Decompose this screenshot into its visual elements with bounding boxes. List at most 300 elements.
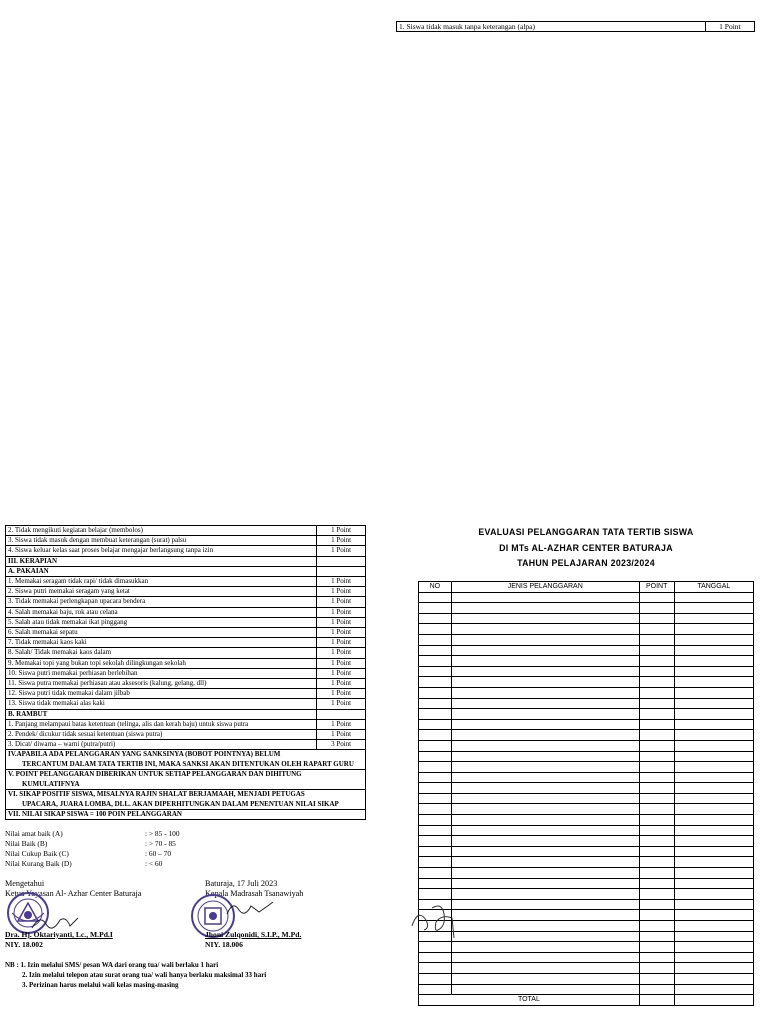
header-point: POINT — [639, 582, 674, 593]
evaluation-row — [419, 719, 754, 730]
sig-left-line1: Mengetahui — [5, 879, 45, 888]
tanggal-cell[interactable] — [674, 677, 753, 688]
evaluation-row — [419, 709, 754, 720]
grade-label: Nilai Baik (B) — [5, 839, 48, 848]
jenis-cell[interactable] — [451, 952, 639, 963]
no-cell[interactable] — [419, 825, 452, 836]
tanggal-cell[interactable] — [674, 899, 753, 910]
rule-row — [6, 770, 366, 790]
violation-text: 9. Memakai topi yang bukan topi sekolah dilingkungan sekolah — [6, 658, 317, 668]
tanggal-cell[interactable] — [674, 825, 753, 836]
evaluation-row — [419, 624, 754, 635]
violation-point: 1 Point — [317, 536, 366, 546]
evaluation-row — [419, 772, 754, 783]
note-2: 2. Izin melalui telepon atau surat orang tua/ wali hanya berlaku maksimal 33 hari — [22, 971, 267, 979]
no-cell[interactable] — [419, 963, 452, 974]
sig-right-name: Jhoni Zulqonidi, S.I.P., M.Pd. — [205, 930, 302, 939]
evaluation-row — [419, 984, 754, 995]
rule-text-first: V. POINT PELANGGARAN DIBERIKAN UNTUK SETIAP PELANGGARAN DAN DIHITUNG — [8, 770, 302, 779]
jenis-cell[interactable] — [451, 899, 639, 910]
violation-text: 6. Salah memakai sepatu — [6, 628, 317, 638]
rule-text — [6, 750, 366, 770]
table-row — [6, 628, 366, 638]
grade-label: Nilai Cukup Baik (C) — [5, 849, 69, 858]
jenis-cell[interactable] — [451, 984, 639, 995]
tanggal-cell[interactable] — [674, 910, 753, 921]
point-cell[interactable] — [639, 921, 674, 932]
point-cell[interactable] — [639, 603, 674, 614]
point-cell[interactable] — [639, 910, 674, 921]
evaluation-row — [419, 910, 754, 921]
violation-point: 1 Point — [317, 526, 366, 536]
evaluation-row — [419, 730, 754, 741]
rule-text — [6, 809, 366, 819]
sig-left-line2: Ketua Yayasan Al- Azhar Center Baturaja — [5, 889, 142, 898]
violation-point: 1 Point — [317, 648, 366, 658]
tanggal-cell[interactable] — [674, 942, 753, 953]
grade-range: : > 85 - 100 — [145, 829, 180, 838]
tanggal-cell[interactable] — [674, 889, 753, 900]
violation-text: 4. Salah memakai baju, rok atau celana — [6, 607, 317, 617]
point-cell[interactable] — [639, 613, 674, 624]
tanggal-cell[interactable] — [674, 973, 753, 984]
evaluation-row — [419, 687, 754, 698]
point-cell[interactable] — [639, 592, 674, 603]
rule-row — [6, 750, 366, 770]
no-cell[interactable] — [419, 889, 452, 900]
evaluation-row — [419, 613, 754, 624]
violation-text: 5. Salah atau tidak memakai ikat pinggang — [6, 617, 317, 627]
grade-scale — [5, 829, 180, 869]
point-cell[interactable] — [639, 740, 674, 751]
tanggal-cell[interactable] — [674, 772, 753, 783]
sig-right-niy: NIY. 18.006 — [205, 940, 243, 949]
no-cell[interactable] — [419, 836, 452, 847]
violation-text: 2. Tidak mengikuti kegiatan belajar (membolos) — [6, 526, 317, 536]
jenis-cell[interactable] — [451, 889, 639, 900]
tanggal-cell[interactable] — [674, 963, 753, 974]
tanggal-cell[interactable] — [674, 603, 753, 614]
evaluation-row — [419, 783, 754, 794]
violation-point: 1 Point — [317, 679, 366, 689]
jenis-cell[interactable] — [451, 603, 639, 614]
table-row — [6, 679, 366, 689]
point-cell[interactable] — [639, 762, 674, 773]
sig-left-name: Dra. Hj. Oktariyanti, Lc., M.Pd.I — [5, 930, 113, 939]
evaluation-row — [419, 751, 754, 762]
evaluation-row — [419, 952, 754, 963]
grade-label: Nilai amat baik (A) — [5, 829, 63, 838]
violation-text: 3. Siswa tidak masuk dengan membuat keterangan (surat) palsu — [6, 536, 317, 546]
jenis-cell[interactable] — [451, 730, 639, 741]
jenis-cell[interactable] — [451, 709, 639, 720]
evaluation-row — [419, 878, 754, 889]
no-cell[interactable] — [419, 656, 452, 667]
jenis-cell[interactable] — [451, 836, 639, 847]
tanggal-cell[interactable] — [674, 709, 753, 720]
jenis-cell[interactable] — [451, 687, 639, 698]
rule-row — [6, 809, 366, 819]
violation-point — [317, 566, 366, 576]
table-row — [6, 689, 366, 699]
jenis-cell[interactable] — [451, 740, 639, 751]
tanggal-cell[interactable] — [674, 836, 753, 847]
no-cell[interactable] — [419, 645, 452, 656]
no-cell[interactable] — [419, 613, 452, 624]
section-row — [6, 556, 366, 566]
no-cell[interactable] — [419, 687, 452, 698]
evaluation-row — [419, 762, 754, 773]
no-cell[interactable] — [419, 698, 452, 709]
top-strip-table — [396, 21, 755, 32]
table-row — [6, 587, 366, 597]
table-row — [6, 546, 366, 556]
no-cell[interactable] — [419, 624, 452, 635]
point-cell[interactable] — [639, 783, 674, 794]
jenis-cell[interactable] — [451, 815, 639, 826]
table-row — [6, 638, 366, 648]
tanggal-cell[interactable] — [674, 783, 753, 794]
table-row — [6, 740, 366, 750]
violation-text: 2. Pendek/ dicukur tidak sesuai ketentuan (siswa putra) — [6, 730, 317, 740]
jenis-cell[interactable] — [451, 793, 639, 804]
point-cell[interactable] — [639, 687, 674, 698]
tanggal-cell[interactable] — [674, 815, 753, 826]
evaluation-row — [419, 666, 754, 677]
tanggal-cell[interactable] — [674, 868, 753, 879]
evaluation-row — [419, 857, 754, 868]
no-cell[interactable] — [419, 751, 452, 762]
violation-text: 3. Dicat/ diwarna – warni (putra/putri) — [6, 740, 317, 750]
jenis-cell[interactable] — [451, 698, 639, 709]
violation-point: 1 Point — [317, 658, 366, 668]
point-cell[interactable] — [639, 931, 674, 942]
note-1: NB : 1. Izin melalui SMS/ pesan WA dari orang tua/ wali berlaku 1 hari — [5, 961, 219, 969]
no-cell[interactable] — [419, 857, 452, 868]
evaluation-row — [419, 825, 754, 836]
evaluation-row — [419, 868, 754, 879]
point-cell[interactable] — [639, 815, 674, 826]
jenis-cell[interactable] — [451, 592, 639, 603]
jenis-cell[interactable] — [451, 857, 639, 868]
note-3: 3. Perizinan harus melalui wali kelas masing-masing — [22, 981, 179, 989]
grade-range: : < 60 — [145, 859, 163, 868]
rule-text-rest: TERCANTUM DALAM TATA TERTIB INI, MAKA SANKSI AKAN DITENTUKAN OLEH RAPART GURU — [22, 759, 354, 768]
point-cell[interactable] — [639, 645, 674, 656]
rule-text — [6, 770, 366, 790]
evaluation-row — [419, 921, 754, 932]
evaluation-row — [419, 645, 754, 656]
table-row — [6, 730, 366, 740]
point-cell[interactable] — [639, 624, 674, 635]
rule-text-first: VII. NILAI SIKAP SISWA = 100 POIN PELANGGARAN — [8, 809, 182, 818]
violation-point: 1 Point — [317, 607, 366, 617]
violation-point: 1 Point — [317, 719, 366, 729]
violation-text: 8. Salah/ Tidak memakai kaos dalam — [6, 648, 317, 658]
violation-point: 1 Point — [317, 628, 366, 638]
evaluation-row — [419, 973, 754, 984]
no-cell[interactable] — [419, 603, 452, 614]
point-cell[interactable] — [639, 825, 674, 836]
no-cell[interactable] — [419, 666, 452, 677]
evaluation-row — [419, 804, 754, 815]
tanggal-cell[interactable] — [674, 751, 753, 762]
tanggal-cell[interactable] — [674, 740, 753, 751]
tanggal-cell[interactable] — [674, 730, 753, 741]
violation-text: 2. Siswa putri memakai seragam yang ketat — [6, 587, 317, 597]
tanggal-cell[interactable] — [674, 666, 753, 677]
evaluation-title-line3: TAHUN PELAJARAN 2023/2024 — [517, 558, 655, 568]
grade-range: : 60 – 70 — [145, 849, 172, 858]
grade-row-d — [5, 859, 180, 869]
evaluation-row — [419, 592, 754, 603]
table-row — [6, 658, 366, 668]
evaluation-title — [418, 525, 754, 572]
point-cell[interactable] — [639, 878, 674, 889]
tanggal-cell[interactable] — [674, 762, 753, 773]
point-cell[interactable] — [639, 656, 674, 667]
tanggal-cell[interactable] — [674, 793, 753, 804]
tanggal-cell[interactable] — [674, 687, 753, 698]
header-no: NO — [419, 582, 452, 593]
jenis-cell[interactable] — [451, 634, 639, 645]
violation-point: 1 Point — [317, 597, 366, 607]
violation-point: 1 Point — [317, 617, 366, 627]
evaluation-row — [419, 603, 754, 614]
grade-range: : > 70 - 85 — [145, 839, 176, 848]
table-row — [6, 526, 366, 536]
evaluation-row — [419, 836, 754, 847]
tanggal-cell[interactable] — [674, 984, 753, 995]
violation-point: 1 Point — [705, 22, 754, 32]
evaluation-row — [419, 698, 754, 709]
jenis-cell[interactable] — [451, 719, 639, 730]
violation-text: 1. Siswa tidak masuk tanpa keterangan (alpa) — [397, 22, 706, 32]
tanggal-cell[interactable] — [674, 846, 753, 857]
tanggal-cell[interactable] — [674, 634, 753, 645]
tanggal-cell[interactable] — [674, 878, 753, 889]
no-cell[interactable] — [419, 740, 452, 751]
violation-point: 1 Point — [317, 730, 366, 740]
evaluation-row — [419, 942, 754, 953]
point-cell[interactable] — [639, 719, 674, 730]
point-cell[interactable] — [639, 730, 674, 741]
point-cell[interactable] — [639, 952, 674, 963]
point-cell[interactable] — [639, 963, 674, 974]
tanggal-cell[interactable] — [674, 645, 753, 656]
section-row — [6, 709, 366, 719]
violation-text: 13. Siswa tidak memakai alas kaki — [6, 699, 317, 709]
header-tanggal: TANGGAL — [674, 582, 753, 593]
no-cell[interactable] — [419, 709, 452, 720]
point-cell[interactable] — [639, 889, 674, 900]
point-cell[interactable] — [639, 868, 674, 879]
jenis-cell[interactable] — [451, 825, 639, 836]
table-row — [6, 699, 366, 709]
violation-point: 1 Point — [317, 638, 366, 648]
no-cell[interactable] — [419, 846, 452, 857]
jenis-cell[interactable] — [451, 666, 639, 677]
evaluation-title-line1: EVALUASI PELANGGARAN TATA TERTIB SISWA — [478, 527, 694, 537]
grade-row-b — [5, 839, 180, 849]
sig-right-line2: Kepala Madrasah Tsanawiyah — [205, 889, 304, 898]
violation-text: B. RAMBUT — [6, 709, 317, 719]
no-cell[interactable] — [419, 868, 452, 879]
tanggal-cell[interactable] — [674, 857, 753, 868]
no-cell[interactable] — [419, 878, 452, 889]
rule-text-first: IV.APABILA ADA PELANGGARAN YANG SANKSINYA (BOBOT POINTNYA) BELUM — [8, 750, 281, 759]
tanggal-cell[interactable] — [674, 804, 753, 815]
evaluation-header-row — [419, 582, 754, 593]
notes-block — [5, 960, 266, 990]
jenis-cell[interactable] — [451, 868, 639, 879]
tanggal-cell[interactable] — [674, 613, 753, 624]
total-label: TOTAL — [419, 995, 640, 1006]
violation-text: 12. Siswa putri tidak memakai dalam jilbab — [6, 689, 317, 699]
violation-point: 1 Point — [317, 546, 366, 556]
violation-text: 1. Panjang melampaui batas ketentuan (telinga, alis dan kerah baju) untuk siswa putra — [6, 719, 317, 729]
point-cell[interactable] — [639, 793, 674, 804]
jenis-cell[interactable] — [451, 973, 639, 984]
grade-row-a — [5, 829, 180, 839]
sig-right-line1: Baturaja, 17 Juli 2023 — [205, 879, 278, 888]
no-cell[interactable] — [419, 793, 452, 804]
no-cell[interactable] — [419, 952, 452, 963]
jenis-cell[interactable] — [451, 762, 639, 773]
evaluation-row — [419, 793, 754, 804]
jenis-cell[interactable] — [451, 931, 639, 942]
tanggal-cell[interactable] — [674, 624, 753, 635]
no-cell[interactable] — [419, 783, 452, 794]
rule-text-rest: KUMULATIFNYA — [22, 779, 80, 788]
point-cell[interactable] — [639, 677, 674, 688]
no-cell[interactable] — [419, 984, 452, 995]
no-cell[interactable] — [419, 719, 452, 730]
jenis-cell[interactable] — [451, 677, 639, 688]
tanggal-cell[interactable] — [674, 921, 753, 932]
table-row — [6, 617, 366, 627]
handwriting-mark-icon — [408, 900, 464, 940]
no-cell[interactable] — [419, 730, 452, 741]
no-cell[interactable] — [419, 815, 452, 826]
tanggal-cell[interactable] — [674, 656, 753, 667]
point-cell[interactable] — [639, 804, 674, 815]
table-row — [6, 668, 366, 678]
point-cell[interactable] — [639, 751, 674, 762]
total-point-cell[interactable] — [639, 995, 674, 1006]
rule-text — [6, 790, 366, 810]
point-cell[interactable] — [639, 772, 674, 783]
point-cell[interactable] — [639, 942, 674, 953]
point-cell[interactable] — [639, 846, 674, 857]
violation-point: 1 Point — [317, 668, 366, 678]
grade-row-c — [5, 849, 180, 859]
no-cell[interactable] — [419, 592, 452, 603]
header-jenis: JENIS PELANGGARAN — [451, 582, 639, 593]
violation-text: III. KERAPIAN — [6, 556, 317, 566]
violation-text: 10. Siswa putri memakai perhiasan berlebihan — [6, 668, 317, 678]
violation-point: 1 Point — [317, 689, 366, 699]
evaluation-title-line2: DI MTs AL-AZHAR CENTER BATURAJA — [499, 542, 673, 553]
jenis-cell[interactable] — [451, 613, 639, 624]
violation-text: 7. Tidak memakai kaos kaki — [6, 638, 317, 648]
evaluation-row — [419, 889, 754, 900]
no-cell[interactable] — [419, 762, 452, 773]
jenis-cell[interactable] — [451, 963, 639, 974]
jenis-cell[interactable] — [451, 921, 639, 932]
violations-table — [5, 525, 366, 820]
no-cell[interactable] — [419, 804, 452, 815]
violation-text: A. PAKAIAN — [6, 566, 317, 576]
no-cell[interactable] — [419, 634, 452, 645]
jenis-cell[interactable] — [451, 910, 639, 921]
point-cell[interactable] — [639, 698, 674, 709]
violation-point: 3 Point — [317, 740, 366, 750]
tanggal-cell[interactable] — [674, 952, 753, 963]
violation-point: 1 Point — [317, 587, 366, 597]
point-cell[interactable] — [639, 836, 674, 847]
jenis-cell[interactable] — [451, 624, 639, 635]
rule-text-rest: UPACARA, JUARA LOMBA, DLL. AKAN DIPERHITUNGKAN DALAM PENENTUAN NILAI SIKAP — [22, 799, 339, 808]
tanggal-cell[interactable] — [674, 592, 753, 603]
point-cell[interactable] — [639, 857, 674, 868]
evaluation-row — [419, 815, 754, 826]
evaluation-row — [419, 740, 754, 751]
point-cell[interactable] — [639, 899, 674, 910]
table-row — [6, 597, 366, 607]
no-cell[interactable] — [419, 772, 452, 783]
violation-text: 11. Siswa putra memakai perhiasan atau aksesoris (kalung, gelang, dll) — [6, 679, 317, 689]
violation-point — [317, 709, 366, 719]
no-cell[interactable] — [419, 677, 452, 688]
jenis-cell[interactable] — [451, 656, 639, 667]
violation-point: 1 Point — [317, 577, 366, 587]
tanggal-cell[interactable] — [674, 931, 753, 942]
no-cell[interactable] — [419, 973, 452, 984]
jenis-cell[interactable] — [451, 772, 639, 783]
evaluation-row — [419, 899, 754, 910]
evaluation-row — [419, 656, 754, 667]
jenis-cell[interactable] — [451, 942, 639, 953]
no-cell[interactable] — [419, 942, 452, 953]
evaluation-row — [419, 846, 754, 857]
tanggal-cell[interactable] — [674, 719, 753, 730]
evaluation-row — [419, 677, 754, 688]
signature-right-icon — [225, 898, 275, 920]
point-cell[interactable] — [639, 709, 674, 720]
table-row — [6, 648, 366, 658]
jenis-cell[interactable] — [451, 846, 639, 857]
jenis-cell[interactable] — [451, 878, 639, 889]
violation-point: 1 Point — [317, 699, 366, 709]
jenis-cell[interactable] — [451, 783, 639, 794]
tanggal-cell[interactable] — [674, 698, 753, 709]
rule-text-first: VI. SIKAP POSITIF SISWA, MISALNYA RAJIN SHALAT BERJAMAAH, MENJADI PETUGAS — [8, 790, 305, 799]
point-cell[interactable] — [639, 634, 674, 645]
jenis-cell[interactable] — [451, 645, 639, 656]
total-row — [419, 995, 754, 1006]
evaluation-row — [419, 634, 754, 645]
point-cell[interactable] — [639, 666, 674, 677]
jenis-cell[interactable] — [451, 804, 639, 815]
point-cell[interactable] — [639, 973, 674, 984]
table-row — [397, 22, 755, 32]
jenis-cell[interactable] — [451, 751, 639, 762]
evaluation-row — [419, 931, 754, 942]
grade-label: Nilai Kurang Baik (D) — [5, 859, 72, 868]
point-cell[interactable] — [639, 984, 674, 995]
violation-text: 4. Siswa keluar kelas saat proses belajar mengajar berlangsung tanpa izin — [6, 546, 317, 556]
